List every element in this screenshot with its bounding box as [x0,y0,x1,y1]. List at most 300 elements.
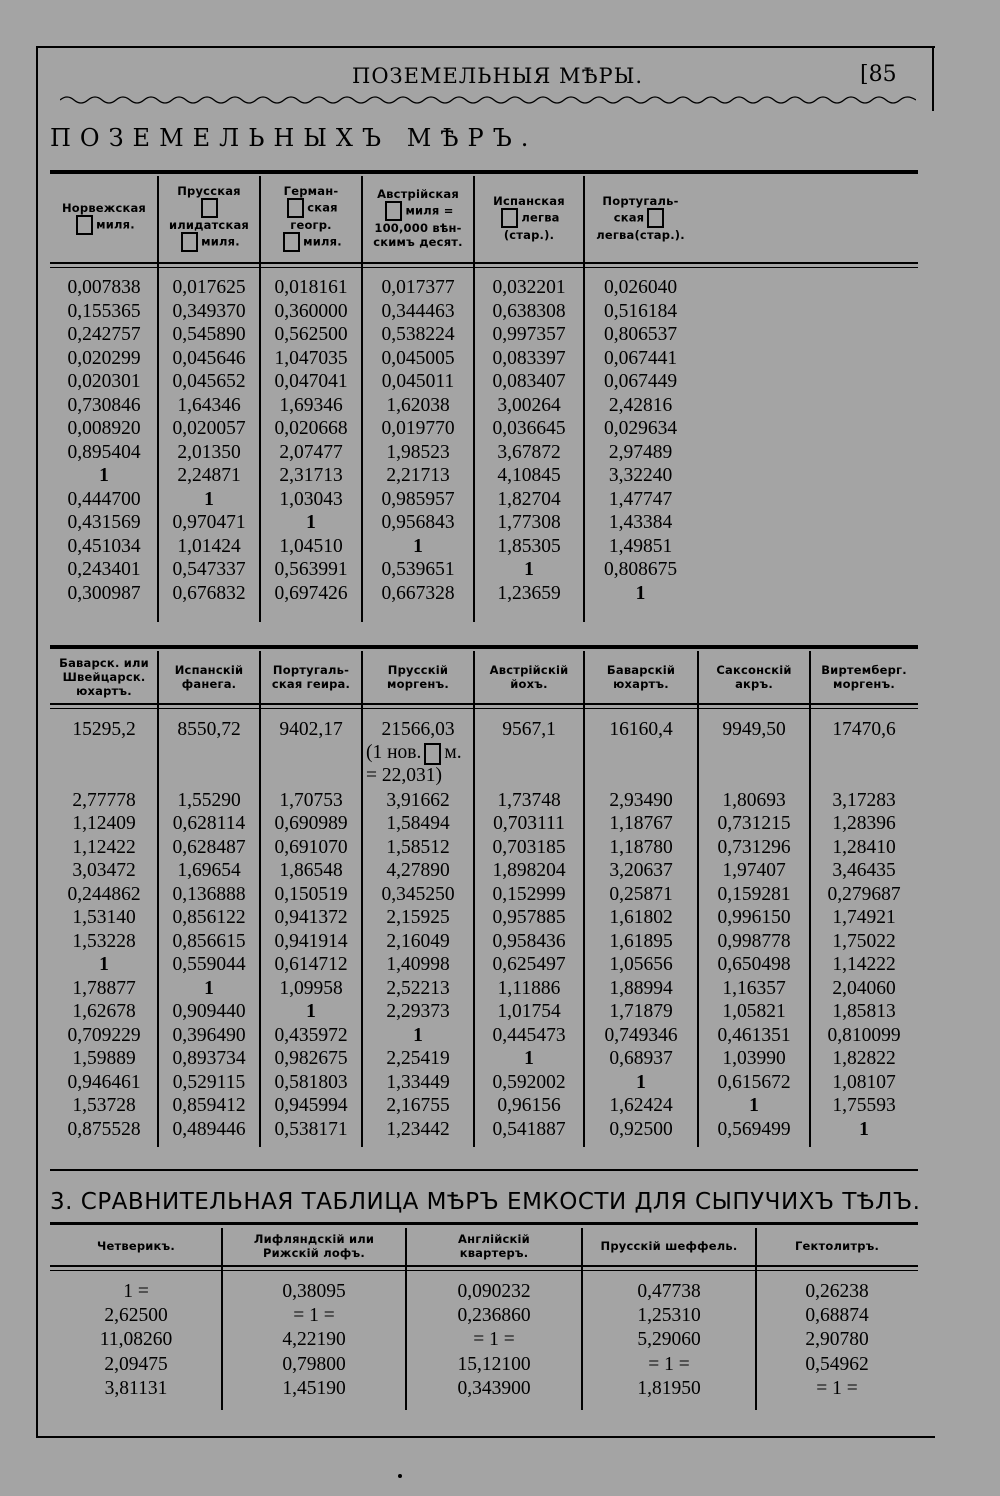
page-speck [398,1474,402,1478]
table2-row [0,789,1000,812]
table1-header-5-line [476,228,582,242]
table2-header-4 [364,651,472,703]
table2-cell: 4,27890 [386,860,450,881]
table3-header-rule [50,1265,918,1267]
table3-cell: = 1 = [648,1353,690,1375]
table2-header-2-line [160,677,258,691]
table2-row [0,812,1000,835]
table2-header-5-line [476,677,582,691]
table2-cell: 1 [99,954,109,975]
table1-header-text: илидатская [168,218,250,232]
table1-cell: 0,956843 [381,512,455,533]
table3-header-3-line [408,1246,580,1260]
table1-header-2-line [160,198,258,232]
table1-header-4-line [364,187,472,201]
table1-header-text: Португаль- [602,194,679,208]
table1-header-text: миля = [405,203,454,218]
table1-header-text: Прусская [177,184,241,198]
table1-cell: 3,67872 [497,441,561,463]
table2-cell: 1 [306,1001,316,1022]
table2-cell: 1,58512 [386,836,450,858]
table1-cell: 0,730846 [67,394,141,416]
table3-cell: 15,12100 [457,1353,531,1375]
table2-row [0,1071,1000,1094]
table1-header-3 [262,176,360,260]
table2-cell: 0,945994 [274,1095,348,1116]
table2-header-text: Португаль- [272,663,350,677]
table3-top-rule [50,1169,918,1171]
table2-row [0,1047,1000,1070]
area-square-icon [283,232,300,252]
table2-cell: 1,97407 [722,860,786,881]
table1-header-4 [364,176,472,260]
table2-cell: 8550,72 [177,719,241,740]
table1-header-6-line [586,194,695,208]
table2-cell: 1,62678 [72,1001,136,1022]
table2-cell: 0,92500 [609,1118,673,1140]
table1-cell: 1 [99,465,109,486]
table1-cell: 0,008920 [67,418,141,439]
table2-cell: 0,136888 [172,883,246,905]
table1-cell: 0,017377 [381,277,455,298]
table2-row [0,1024,1000,1047]
table2-cell: 0,68937 [609,1048,673,1069]
area-square-icon [385,201,402,221]
table2-cell: 1,11886 [497,977,561,999]
table2-note-text: (1 нов. [366,742,422,763]
table1-cell: 0,806537 [603,324,678,345]
table2-cell: 2,52213 [386,977,450,999]
table2-cell: 1,70753 [279,789,343,811]
table1-cell: 2,01350 [177,441,241,463]
table2-cell: 0,731215 [717,813,791,834]
table2-header-text: Виртемберг. [821,663,907,677]
table3-header-text: Рижскій лофъ. [263,1246,365,1260]
table2-cell: 3,91662 [386,789,450,811]
table2-cell: 1,75593 [832,1095,896,1116]
table1-cell: 1,62038 [386,394,450,416]
table2-cell: 9402,17 [279,719,343,740]
table3-title-rule [50,1222,918,1225]
table1-cell: 1,03043 [279,488,343,510]
table2-header-7-line [700,663,808,677]
table3-cell: 3,81131 [104,1377,168,1399]
table2-cell: 1,53228 [72,930,136,952]
table2-row [0,1000,1000,1023]
table1-row [0,347,1000,370]
table1-header-text: Испанская [493,194,565,208]
table2-header-3-line [262,677,360,691]
table3-header-text: Четверикъ. [97,1239,175,1253]
table1-cell: 0,020668 [274,418,348,439]
table2-cell: 0,941372 [274,907,348,928]
table3-cell: 1,25310 [637,1305,701,1327]
table2-cell: 0,96156 [497,1095,561,1116]
table2-cell: 0,946461 [67,1071,141,1093]
table1-cell: 0,697426 [274,582,348,604]
table2-top-rule [50,645,918,649]
table1-row [0,394,1000,417]
table2-cell: 0,615672 [717,1071,791,1093]
table3-header-1 [52,1228,220,1264]
table2-cell: 1,28410 [832,836,896,858]
table2-cell: 0,625497 [492,954,566,975]
table2-header-text: йохъ. [510,677,548,691]
table3-cell: 0,79800 [282,1353,346,1375]
table2-cell: 0,958436 [492,930,566,952]
table1-header-6-line [586,208,695,228]
table2-cell: 1,58494 [386,813,450,834]
table1-cell: 0,516184 [603,300,678,322]
table2-cell: 0,150519 [274,883,348,905]
decorative-wavy-rule [60,92,916,108]
table1-header-text: миля. [96,217,135,232]
table1-header-6-line [586,228,695,242]
table1-header-text: скимъ десят. [373,235,463,249]
table2-cell: 1,86548 [279,860,343,881]
table2-cell: 2,93490 [609,789,673,811]
table2-cell: 0,529115 [172,1071,246,1093]
table2-header-text: Испанскій [174,663,244,677]
table1-cell: 0,020299 [67,347,141,369]
table2-cell: 0,445473 [492,1024,566,1046]
table2-cell: 17470,6 [832,719,896,740]
table1-header-2-line [160,232,258,252]
table2-cell: 0,489446 [172,1118,246,1140]
table3-cell: 0,47738 [637,1281,701,1302]
table3-header-text: Прусскій шеффель. [600,1239,738,1253]
table1-cell: 0,676832 [172,582,246,604]
table2-header-5 [476,651,582,703]
table2-cell: 1,01754 [497,1001,561,1022]
table2-cell: 0,628487 [172,836,246,858]
table1-row [0,300,1000,323]
table2-cell: 0,998778 [717,930,791,952]
table1-cell: 0,018161 [274,277,348,298]
table2-header-1-line [52,670,156,684]
table2-header-4-line [364,663,472,677]
table2-cell: 1,40998 [386,954,450,975]
table2-row [0,836,1000,859]
table1-cell: 0,444700 [67,488,141,510]
table3-cell: 11,08260 [99,1329,173,1351]
table2-header-6-line [586,663,696,677]
table2-cell: 0,650498 [717,954,791,975]
table1-cell: 2,07477 [279,441,343,463]
table1-cell: 1,23659 [497,582,561,604]
table2-note-text: м. [444,742,462,763]
table1-cell: 0,451034 [67,535,141,557]
table2-header-1-line [52,656,156,670]
table1-cell: 0,045011 [381,371,455,392]
table1-header-text: ская геогр. [290,200,338,232]
table3-cell: 1 = [123,1281,149,1302]
table3-header-2-line [224,1232,404,1246]
table1-cell: 0,808675 [603,559,678,580]
table1-cell: 0,538224 [381,324,455,345]
table2-cell: 0,703111 [493,813,565,834]
area-square-icon [501,208,518,228]
table2-cell: 0,957885 [492,907,566,928]
table1-header-5-line [476,194,582,208]
table2-cell: 0,810099 [827,1024,901,1046]
table1-cell: 1 [413,535,423,557]
table2-cell: 16160,4 [609,719,673,740]
table2-header-text: Баварск. или [59,656,149,670]
table2-cell: 1,71879 [609,1001,673,1022]
table3-row [0,1304,1000,1327]
table2-cell: 1,53140 [72,907,136,928]
table1-row [0,370,1000,393]
table2-header-2-line [160,663,258,677]
table2-header-rule [50,703,918,705]
table2-cell: 0,691070 [274,836,348,858]
table1-header-rule-2 [50,267,918,268]
table2-cell: 0,856122 [172,907,246,928]
section-title: ПОЗЕМЕЛЬНЫХЪ МѢРЪ. [50,124,538,152]
table2-header-8 [812,651,916,703]
table1-cell: 0,243401 [67,559,141,580]
table3-row [0,1377,1000,1400]
table2-cell: 1,14222 [832,954,896,975]
table3-title: 3. СРАВНИТЕЛЬНАЯ ТАБЛИЦА МѢРЪ ЕМКОСТИ ДЛЯ СЫПУЧИХЪ ТѢЛЪ. [50,1189,921,1215]
table2-row [0,883,1000,906]
table2-cell: 0,893734 [172,1048,246,1069]
table2-cell: 1,05656 [609,954,673,975]
table3-cell: 0,38095 [282,1281,346,1302]
table1-header-3-line [262,198,360,232]
table2-row [0,1118,1000,1141]
table2-cell: 21566,03 [381,719,455,740]
table1-cell: 0,029634 [603,418,678,439]
table1-cell: 0,067441 [603,347,678,369]
table2-cell: 3,17283 [832,789,896,811]
table2-cell: 1,88994 [609,977,673,999]
table1-cell: 0,300987 [67,582,141,604]
table2-cell: 1 [524,1048,534,1069]
table1-cell: 0,019770 [381,418,455,439]
table1-header-text: миля. [201,234,240,249]
table2-row [0,930,1000,953]
table2-cell: 1,59889 [72,1048,136,1069]
table3-cell: 5,29060 [637,1329,701,1351]
table1-header-text: (стар.). [503,228,555,242]
area-square-icon [647,208,664,228]
table1-header-text: 100,000 вѣн- [374,221,462,235]
table1-row [0,558,1000,581]
table1-cell: 1,43384 [608,512,673,533]
table2-row [0,953,1000,976]
table3-cell: 4,22190 [282,1329,346,1351]
table2-header-text: фанега. [181,677,237,691]
table2-cell: 0,152999 [492,883,566,905]
table3-header-text: квартеръ. [459,1246,529,1260]
table1-cell: 1 [204,488,214,510]
table1-cell: 0,985957 [381,488,455,510]
table3-header-5 [758,1228,916,1264]
table2-cell: 2,25419 [386,1048,450,1069]
table1-row [0,441,1000,464]
table1-row [0,276,1000,299]
table2-cell: 2,04060 [832,977,896,999]
table2-cell: 0,690989 [274,813,348,834]
table3-cell: 1,45190 [282,1377,346,1399]
table2-cell: 0,859412 [172,1095,246,1116]
table1-header-1 [52,176,156,260]
table3-cell: 0,26238 [805,1281,869,1302]
table1-header-5 [476,176,582,260]
table2-cell: 0,731296 [717,836,791,858]
table2-cell: 0,461351 [717,1024,791,1046]
table1-cell: 0,563991 [274,559,348,580]
table1-row [0,582,1000,605]
table2-cell: 1,08107 [832,1071,896,1093]
table1-cell: 0,020301 [67,371,141,392]
table2-row [0,1094,1000,1117]
table2-cell: 0,941914 [274,930,348,952]
table3-cell: = 1 = [816,1377,858,1399]
table3-cell: 0,343900 [457,1377,531,1399]
table2-cell: 15295,2 [72,719,136,740]
table2-header-4-line [364,677,472,691]
table1-row [0,464,1000,487]
table2-header-2 [160,651,258,703]
table2-row [0,906,1000,929]
table2-cell: 1,53728 [72,1095,136,1116]
table1-header-3-line [262,184,360,198]
table1-cell: 3,00264 [497,394,561,416]
table1-header-4-line [364,235,472,249]
table1-cell: 0,997357 [492,324,566,345]
table3-header-rule-2 [50,1270,918,1271]
table2-header-text: Саксонскій [716,663,792,677]
table1-cell: 1,82704 [497,488,561,510]
table2-cell: 1,18780 [609,836,673,858]
table1-header-text: легва [521,210,560,225]
table1-cell: 2,42816 [608,394,673,416]
table2-cell: 0,25871 [609,883,673,905]
table3-cell: = 1 = [473,1329,515,1351]
table2-cell: 1,75022 [832,930,896,952]
table1-cell: 0,017625 [172,277,246,298]
table2-header-text: Баварскій [606,663,676,677]
table2-cell: 1,03990 [722,1048,786,1069]
table3-cell: 0,090232 [457,1281,531,1302]
table1-cell: 0,032201 [492,277,566,298]
table1-cell: 1,64346 [177,394,241,416]
area-square-icon [287,198,304,218]
table2-cell: 1,09958 [279,977,343,999]
table1-cell: 0,431569 [67,512,141,533]
table1-cell: 0,349370 [172,300,246,322]
table2-cell: 1,69654 [177,860,241,881]
table2-cell: 0,345250 [381,883,455,905]
table2-cell: 0,856615 [172,930,246,952]
table3-cell: = 1 = [293,1305,335,1327]
table2-cell: 0,909440 [172,1001,246,1022]
table1-cell: 0,895404 [67,441,141,463]
table1-cell: 1,85305 [497,535,561,557]
table2-cell: 3,03472 [72,860,136,881]
table1-header-text: Герман- [283,184,339,198]
table1-cell: 2,97489 [608,441,673,463]
table1-cell: 1,01424 [177,535,241,557]
page-frame-right [932,46,934,111]
table2-first-row [0,718,1000,741]
table2-header-1-line [52,684,156,698]
table3-cell: 1,81950 [637,1377,701,1399]
table2-header-text: ская геира. [271,677,351,691]
table2-cell: 2,16755 [386,1095,450,1116]
table1-cell: 4,10845 [497,465,561,486]
table2-note-line-2: = 22,031) [366,765,442,786]
table2-cell: 1,61895 [609,930,673,952]
table2-cell: 0,614712 [274,954,348,975]
table2-cell: 1,55290 [177,789,241,811]
table1-header-text: легва(стар.). [596,228,685,242]
table2-cell: 3,20637 [609,860,673,881]
table2-cell: 1,16357 [722,977,786,999]
table2-cell: 2,16049 [386,930,450,952]
table1-cell: 0,562500 [274,324,348,345]
table2-cell: 1,898204 [492,860,566,881]
table1-cell: 1,47747 [608,488,673,510]
table3-header-1-line [52,1239,220,1253]
table2-cell: 0,244862 [67,883,141,905]
table2-header-text: Прусскій [387,663,449,677]
table2-cell: 0,592002 [492,1071,566,1093]
table2-cell: 1,73748 [497,789,561,811]
table3-header-text: Гектолитръ. [794,1239,880,1253]
table2-note-line-1 [366,741,462,765]
table1-cell: 0,067449 [603,371,678,392]
table2-cell: 1,62424 [609,1095,673,1116]
table2-cell: 1,12409 [72,813,136,834]
table1-cell: 1,98523 [386,441,450,463]
table2-header-text: моргенъ. [387,677,449,691]
table2-cell: 0,628114 [172,813,246,834]
table1-cell: 3,32240 [608,465,673,486]
table1-cell: 0,360000 [274,300,348,322]
table1-header-text: Австрійская [377,187,459,201]
table1-cell: 1,77308 [497,512,561,533]
table3-cell: 0,236860 [457,1305,531,1327]
table1-row [0,488,1000,511]
table2-cell: 0,709229 [67,1024,141,1046]
table2-cell: 0,982675 [274,1048,348,1069]
table1-row [0,535,1000,558]
table1-cell: 2,24871 [177,465,241,486]
table1-header-rule [50,262,918,264]
table2-cell: 9567,1 [502,719,556,740]
table1-header-2 [160,176,258,260]
table1-cell: 1 [306,512,316,533]
table1-header-5-line [476,208,582,228]
table2-cell: 0,538171 [274,1118,348,1140]
table2-cell: 1,18767 [609,813,673,834]
table1-cell: 1,047035 [274,347,348,369]
table2-header-text: Швейцарск. [62,670,146,684]
table1-cell: 1 [524,559,534,580]
table2-cell: 9949,50 [722,719,786,740]
table3-cell: 2,62500 [104,1305,168,1327]
table3-cell: 2,90780 [805,1329,869,1351]
table1-row [0,511,1000,534]
table2-header-8-line [812,663,916,677]
table2-cell: 1,78877 [72,977,136,999]
table2-header-1 [52,651,156,703]
table1-cell: 2,21713 [386,465,450,486]
